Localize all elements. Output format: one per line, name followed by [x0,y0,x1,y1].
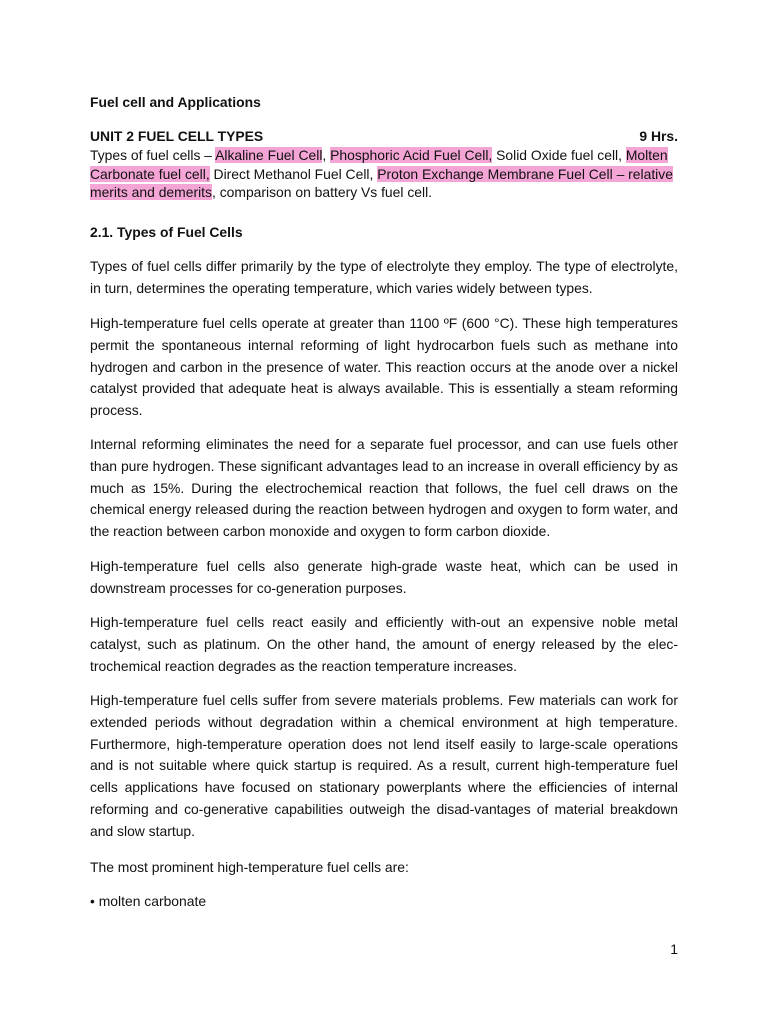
paragraph-7: The most prominent high-temperature fuel cells are: [90,859,409,875]
syllabus-text-4: Direct Methanol Fuel Cell, [209,165,378,182]
paragraph-3: Internal reforming eliminates the need for a separate fuel processor, and can use fuels other than pure hydrogen. These significant advantages lead to an increase in overall efficiency by as much as 15%. During the electrochemical reaction that follows, the fuel cell draws on the chemical energy released during the reaction between hydrogen and oxygen to form water, and the reaction between carbon monoxide and oxygen to form carbon dioxide. [90,436,678,540]
unit-hours: 9 Hrs. [639,128,678,144]
bullet-item: • molten carbonate [90,893,207,909]
highlight-alkaline: Alkaline Fuel Cell [215,147,323,163]
document-title: Fuel cell and Applications [90,94,261,110]
page-number: 1 [670,941,678,957]
section-heading: 2.1. Types of Fuel Cells [90,224,243,240]
highlight-phosphoric: Phosphoric Acid Fuel Cell, [330,147,493,163]
syllabus-text-3: Solid Oxide fuel cell, [492,147,626,163]
syllabus-text-2: , [322,147,331,163]
syllabus-text-1: Types of fuel cells – [90,147,216,163]
highlight-pem: Proton Exchange Membrane Fuel Cell – relative merits and demerits [90,165,673,201]
paragraph-2: High-temperature fuel cells operate at greater than 1100 ºF (600 °C). These high temperatures permit the spontaneous internal reforming of light hydrocarbon fuels such as methane into hydrogen and carbon in the presence of water. This reaction occurs at the anode over a nickel catalyst provided that adequate heat is always available. This is essentially a steam reforming process. [90,315,678,419]
syllabus-text-5: , comparison on battery Vs fuel cell. [211,184,433,201]
paragraph-5: High-temperature fuel cells react easily and efficiently with-out an expensive noble metal catalyst, such as platinum. On the other hand, the amount of energy released by the elec-trochemical reaction degrades as the reaction temperature increases. [90,614,678,674]
paragraph-1: Types of fuel cells differ primarily by the type of electrolyte they employ. The type of electrolyte, in turn, determines the operating temperature, which varies widely between types. [90,258,678,296]
highlight-molten: Molten Carbonate fuel cell, [90,147,668,182]
paragraph-6: High-temperature fuel cells suffer from severe materials problems. Few materials can work for extended periods without degradation within a chemical environment at high temperature. Furthermore, high-temperature operation does not lend itself easily to large-scale operations and is not suitable where quick startup is required. As a result, current high-temperature fuel cells applications have focused on stationary powerplants where the efficiencies of internal reforming and co-generative capabilities outweigh the disad-vantages of material breakdown and slow startup. [90,692,678,839]
unit-heading: UNIT 2 FUEL CELL TYPES [90,128,264,144]
unit-heading-row [90,126,678,148]
syllabus-text [90,146,678,202]
paragraph-4: High-temperature fuel cells also generate high-grade waste heat, which can be used in downstream processes for co-generation purposes. [90,558,678,596]
